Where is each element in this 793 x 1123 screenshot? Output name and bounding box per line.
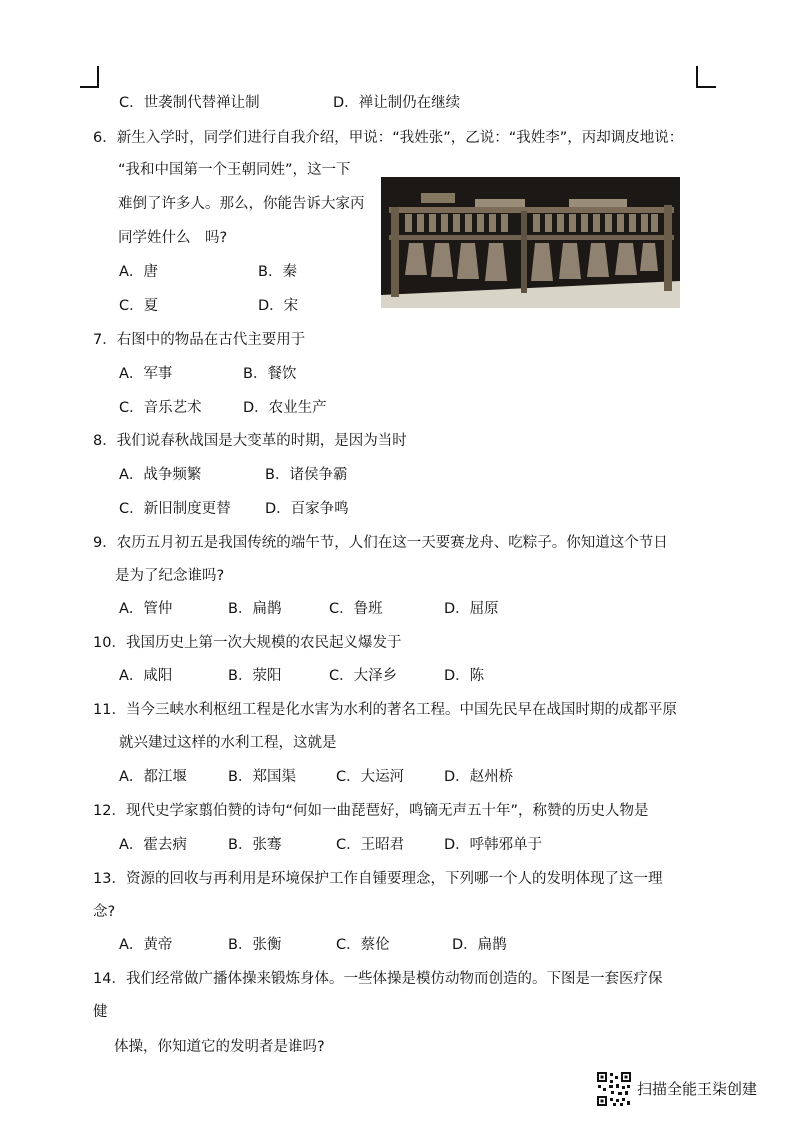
crop-mark-top-left (80, 66, 99, 88)
q7-stem: 7．右图中的物品在古代主要用于 (93, 332, 306, 348)
q13-option-d: D．扁鹊 (452, 937, 507, 953)
q10-stem: 10．我国历史上第一次大规模的农民起义爆发于 (93, 635, 402, 651)
q5-option-d: D．禅让制仍在继续 (333, 95, 461, 111)
q9-stem-line1: 9．农历五月初五是我国传统的端午节，人们在这一天要赛龙舟、吃粽子。你知道这个节日 (93, 535, 668, 551)
q11-stem-line2: 就兴建过这样的水利工程，这就是 (119, 735, 337, 751)
bronze-chime-bells-photo (381, 177, 680, 308)
q14-stem-line1: 14．我们经常做广播体操来锻炼身体。一些体操是模仿动物而创造的。下图是一套医疗保 (93, 971, 663, 987)
q9-option-d: D．屈原 (444, 601, 499, 617)
q8-option-b: B．诸侯争霸 (265, 467, 348, 483)
q13-option-a: A．黄帝 (119, 937, 173, 953)
q8-option-c: C．新旧制度更替 (119, 501, 231, 517)
q6-option-b: B．秦 (258, 264, 297, 280)
q11-option-b: B．郑国渠 (228, 769, 296, 785)
qr-code-icon (596, 1071, 632, 1107)
chime-bells-illustration (381, 177, 680, 308)
q11-option-d: D．赵州桥 (444, 769, 514, 785)
q10-option-b: B．荥阳 (228, 668, 282, 684)
q9-option-b: B．扁鹊 (228, 601, 282, 617)
q8-option-a: A．战争频繁 (119, 467, 202, 483)
q6-option-d: D．宋 (258, 298, 299, 314)
q11-stem-line1: 11．当今三峡水利枢纽工程是化水害为水利的著名工程。中国先民早在战国时期的成都平原 (93, 702, 677, 718)
q12-option-b: B．张骞 (228, 837, 282, 853)
q13-option-b: B．张衡 (228, 937, 282, 953)
q7-option-c: C．音乐艺术 (119, 400, 202, 416)
q13-stem-line1: 13．资源的回收与再利用是环境保护工作自锺要理念，下列哪一个人的发明体现了这一理 (93, 871, 663, 887)
q14-stem-line2: 健 (93, 1004, 108, 1020)
q11-option-a: A．都江堰 (119, 769, 187, 785)
q6-stem-line1: 6．新生入学时，同学们进行自我介绍，甲说：“我姓张”，乙说：“我姓李”，丙却调皮地说： (93, 130, 684, 146)
q14-stem-line3: 体操，你知道它的发明者是谁吗? (114, 1039, 325, 1055)
scanner-watermark-text: 扫描全能王柒创建 (637, 1080, 758, 1098)
q9-option-a: A．管仲 (119, 601, 173, 617)
q5-option-c: C．世袭制代替禅让制 (119, 95, 260, 111)
q6-stem-line2: “我和中国第一个王朝同姓”，这一下 (118, 162, 351, 178)
q7-option-b: B．餐饮 (243, 366, 297, 382)
q6-stem-line4: 同学姓什么 吗? (118, 230, 228, 246)
q10-option-a: A．咸阳 (119, 668, 173, 684)
q12-stem: 12．现代史学家翦伯赞的诗句“何如一曲琵琶好，鸣镝无声五十年”，称赞的历史人物是 (93, 803, 649, 819)
q10-option-c: C．大泽乡 (329, 668, 398, 684)
q6-option-a: A．唐 (119, 264, 158, 280)
q11-option-c: C．大运河 (336, 769, 405, 785)
q10-option-d: D．陈 (444, 668, 485, 684)
q9-option-c: C．鲁班 (329, 601, 383, 617)
q8-option-d: D．百家争鸣 (265, 501, 349, 517)
q8-stem: 8．我们说春秋战国是大变革的时期，是因为当时 (93, 433, 407, 449)
q6-option-c: C．夏 (119, 298, 159, 314)
q6-stem-line3: 难倒了许多人。那么，你能告诉大家丙 (118, 196, 365, 212)
q7-option-a: A．军事 (119, 366, 173, 382)
q7-option-d: D．农业生产 (243, 400, 327, 416)
q13-option-c: C．蔡伦 (336, 937, 390, 953)
q9-stem-line2: 是为了纪念谁吗? (115, 568, 225, 584)
crop-mark-top-right (696, 66, 716, 88)
q12-option-d: D．呼韩邪单于 (444, 837, 543, 853)
q12-option-a: A．霍去病 (119, 837, 187, 853)
q13-stem-line2: 念? (93, 904, 116, 920)
q12-option-c: C．王昭君 (336, 837, 405, 853)
